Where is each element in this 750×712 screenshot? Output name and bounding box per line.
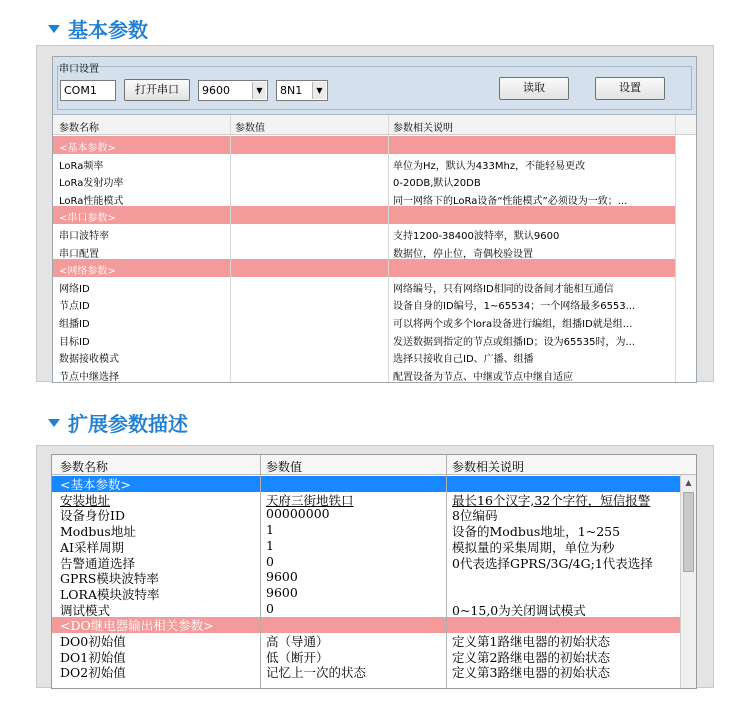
vertical-scrollbar[interactable] xyxy=(680,475,696,688)
cell-name: 网络ID xyxy=(59,283,90,295)
cell-value: 9600 xyxy=(266,569,298,585)
table-row[interactable] xyxy=(53,154,675,172)
cell-desc: 最长16个汉字,32个字符，短信报警 xyxy=(452,492,651,508)
table-row[interactable] xyxy=(52,507,680,523)
category-row[interactable] xyxy=(53,136,675,154)
read-button[interactable]: 读取 xyxy=(499,77,569,100)
cell-desc: 发送数据到指定的节点或组播ID；设为65535时，为... xyxy=(393,336,635,348)
extended-params-panel xyxy=(36,445,714,688)
serial-settings-group xyxy=(53,57,696,115)
cell-value: 高（导通） xyxy=(266,634,329,649)
cell-name: 设备身份ID xyxy=(60,508,125,524)
header-value: 参数值 xyxy=(266,460,303,474)
cell-name: LORA模块波特率 xyxy=(60,586,160,602)
cell-value: 0 xyxy=(266,600,274,616)
triangle-down-icon xyxy=(48,25,60,33)
header-desc: 参数相关说明 xyxy=(393,123,453,134)
section-title-text: 基本参数 xyxy=(68,18,148,42)
category-row[interactable] xyxy=(53,206,675,224)
baud-select[interactable] xyxy=(198,80,268,101)
cell-name: 数据接收模式 xyxy=(59,354,119,366)
category-row[interactable] xyxy=(52,476,680,492)
cell-desc: 可以将两个或多个lora设备进行编组，组播ID就是组... xyxy=(393,319,633,330)
cell-value: 记忆上一次的状态 xyxy=(266,665,367,681)
cell-name: <DO继电器输出相关参数> xyxy=(60,618,214,634)
header-name: 参数名称 xyxy=(59,123,99,134)
cell-name: 组播ID xyxy=(59,319,90,330)
category-row[interactable] xyxy=(52,617,680,633)
table-row[interactable] xyxy=(52,523,680,539)
cell-desc: 数据位，停止位，奇偶校验设置 xyxy=(393,248,533,260)
cell-desc: 设备的Modbus地址，1~255 xyxy=(452,524,621,540)
table-row[interactable] xyxy=(52,555,680,571)
table-row[interactable] xyxy=(52,492,680,508)
set-button[interactable]: 设置 xyxy=(595,77,665,100)
table-row[interactable] xyxy=(53,171,675,189)
cell-desc: 0~15,0为关闭调试模式 xyxy=(452,602,586,618)
cell-name: 目标ID xyxy=(59,336,90,348)
basic-params-grid xyxy=(53,115,696,383)
table-row[interactable] xyxy=(53,330,675,348)
cell-name: 节点ID xyxy=(59,301,90,313)
grid-header xyxy=(53,115,696,135)
table-row[interactable] xyxy=(53,347,675,365)
cell-name: <基本参数> xyxy=(59,143,116,154)
table-row[interactable] xyxy=(52,664,680,680)
cell-value: 00000000 xyxy=(266,506,330,522)
cell-value: 0 xyxy=(266,553,274,569)
cell-name: AI采样周期 xyxy=(60,539,124,555)
cell-name: LoRa发射功率 xyxy=(59,178,124,190)
table-row[interactable] xyxy=(53,189,675,207)
table-row[interactable] xyxy=(53,242,675,260)
cell-desc: 单位为Hz，默认为433Mhz，不能轻易更改 xyxy=(393,160,586,172)
cell-name: DO1初始值 xyxy=(60,649,126,665)
table-row[interactable] xyxy=(53,312,675,330)
cell-desc: 设备自身的ID编号，1~65534；一个网络最多6553... xyxy=(393,301,636,313)
cell-desc: 模拟量的采集周期，单位为秒 xyxy=(452,539,615,555)
cell-name: 串口配置 xyxy=(59,248,99,260)
cell-value: 9600 xyxy=(266,584,298,600)
table-row[interactable] xyxy=(52,649,680,665)
header-name: 参数名称 xyxy=(60,460,109,474)
grid-header xyxy=(52,455,696,475)
header-value: 参数值 xyxy=(235,123,265,134)
table-row[interactable] xyxy=(52,539,680,555)
cell-name: LoRa性能模式 xyxy=(59,195,124,207)
cell-name: 安装地址 xyxy=(60,492,111,508)
cell-name: 告警通道选择 xyxy=(60,555,136,571)
cell-value: 1 xyxy=(266,522,274,538)
baud-value: 9600 xyxy=(202,84,230,97)
section-title-basic xyxy=(48,14,148,43)
table-row[interactable] xyxy=(52,633,680,649)
triangle-down-icon xyxy=(48,419,60,427)
cell-desc: 网络编号，只有网络ID相同的设备间才能相互通信 xyxy=(393,283,614,295)
table-row[interactable] xyxy=(53,294,675,312)
cell-name: Modbus地址 xyxy=(60,524,136,540)
table-row[interactable] xyxy=(53,365,675,383)
cell-name: 节点中继选择 xyxy=(59,371,119,383)
cell-name: DO2初始值 xyxy=(60,665,126,681)
cell-desc: 支持1200-38400波特率，默认9600 xyxy=(393,231,560,242)
cell-desc: 同一网络下的LoRa设备“性能模式”必须设为一致；... xyxy=(393,195,628,207)
chevron-down-icon[interactable]: ▼ xyxy=(252,82,266,99)
cell-desc: 0代表选择GPRS/3G/4G;1代表选择 xyxy=(452,555,653,571)
cell-desc: 定义第2路继电器的初始状态 xyxy=(452,649,610,665)
port-input[interactable]: COM1 xyxy=(60,80,116,101)
cell-desc: 8位编码 xyxy=(452,508,498,524)
cell-desc: 配置设备为节点、中继或节点中继自适应 xyxy=(393,371,573,383)
chevron-down-icon[interactable]: ▼ xyxy=(312,82,326,99)
cell-name: LoRa频率 xyxy=(59,160,104,172)
cell-name: GPRS模块波特率 xyxy=(60,571,159,587)
table-row[interactable] xyxy=(53,277,675,295)
table-row[interactable] xyxy=(52,570,680,586)
basic-params-panel xyxy=(36,45,714,382)
open-port-button[interactable]: 打开串口 xyxy=(124,79,190,101)
section-title-extended xyxy=(48,408,188,437)
cell-value: 低（断开） xyxy=(266,649,329,665)
category-row[interactable] xyxy=(53,259,675,277)
table-row[interactable] xyxy=(52,586,680,602)
table-row[interactable] xyxy=(52,602,680,618)
extended-params-window xyxy=(51,454,697,689)
cell-desc: 选择只接收自己ID、广播、组播 xyxy=(393,354,534,366)
group-label: 串口设置 xyxy=(59,64,99,75)
format-value: 8N1 xyxy=(280,84,303,97)
cell-desc: 0-20DB,默认20DB xyxy=(393,178,481,190)
cell-value: 天府三街地铁口 xyxy=(266,492,354,508)
cell-name: <串口参数> xyxy=(59,213,116,225)
cell-name: <网络参数> xyxy=(59,266,116,278)
scroll-up-icon[interactable]: ▲ xyxy=(685,478,692,487)
table-row[interactable] xyxy=(53,224,675,242)
cell-name: 调试模式 xyxy=(60,602,111,618)
scrollbar-thumb[interactable] xyxy=(683,492,694,572)
cell-desc: 定义第1路继电器的初始状态 xyxy=(452,634,610,649)
config-window xyxy=(52,56,697,383)
cell-name: 串口波特率 xyxy=(59,231,109,242)
cell-name: DO0初始值 xyxy=(60,634,126,649)
cell-name: <基本参数> xyxy=(60,477,131,492)
section-title-text: 扩展参数描述 xyxy=(68,412,188,436)
cell-value: 1 xyxy=(266,537,274,553)
cell-desc: 定义第3路继电器的初始状态 xyxy=(452,665,610,681)
header-desc: 参数相关说明 xyxy=(452,460,525,474)
format-select[interactable] xyxy=(276,80,328,101)
